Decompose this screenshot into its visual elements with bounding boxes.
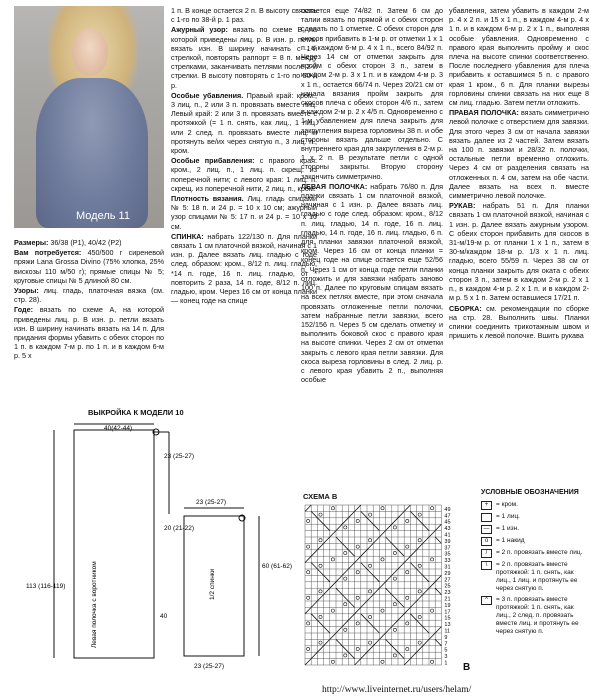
pattern-sleeve-top-label: 23 (25-27)	[196, 499, 226, 506]
model-photo	[14, 6, 164, 228]
pattern-sleeve-h-label: 60 (61-62)	[262, 563, 292, 570]
schema-stitch-mark	[317, 518, 323, 524]
pattern-h20-label: 20 (21-22)	[164, 525, 194, 532]
legend-text: = 1 изн.	[496, 525, 520, 532]
legend-symbol-icon	[481, 513, 492, 522]
legend-symbol-icon: /	[481, 549, 492, 558]
pattern-bottom-label: 23 (25-27)	[194, 663, 224, 670]
legend-item	[481, 501, 589, 510]
schema-stitch-mark	[373, 627, 379, 633]
schema-stitch-mark	[367, 646, 373, 652]
schema-stitch-mark	[392, 543, 398, 549]
schema-row-number: 43	[444, 526, 451, 533]
schema-stitch-mark	[311, 601, 317, 607]
pattern-top-label: 40(42-44)	[104, 425, 133, 432]
pattern-h40-label: 40	[160, 613, 168, 620]
schema-stitch-mark	[317, 543, 323, 549]
schema-yarnover-mark	[431, 660, 434, 663]
schema-row-number: 33	[444, 558, 451, 565]
schema-yarnover-mark	[331, 507, 334, 510]
schema-stitch-mark	[398, 563, 404, 569]
schema-yarnover-mark	[307, 571, 310, 574]
pattern-h113-label: 113 (116-119)	[26, 583, 66, 590]
schema-stitch-mark	[435, 524, 441, 530]
schema-stitch-mark	[367, 518, 373, 524]
schema-stitch-mark	[429, 582, 435, 588]
legend-text: = кром.	[496, 501, 518, 508]
schema-stitch-mark	[317, 569, 323, 575]
legend-text: = 1 накид	[496, 537, 525, 544]
legend-items	[481, 501, 589, 636]
schema-yarnover-mark	[319, 641, 322, 644]
schema-stitch-mark	[392, 595, 398, 601]
schema-row-number: 17	[444, 609, 451, 616]
pattern-h23-label: 23 (25-27)	[164, 453, 194, 460]
schema-stitch-mark	[423, 639, 429, 645]
schema-stitch-mark	[324, 575, 330, 581]
schema-yarnover-mark	[319, 513, 322, 516]
legend-text: = 3 п. провязать вместе протяжкой: 1 п. снять, как лиц., 2 след. п. провязать вместе лиц. и протянуть ее через снятую п.	[496, 596, 579, 635]
schema-stitch-mark	[311, 550, 317, 556]
schema-stitch-mark	[305, 556, 311, 562]
schema-yarnover-mark	[344, 526, 347, 529]
schema-stitch-mark	[423, 524, 429, 530]
schema-stitch-mark	[386, 524, 392, 530]
schema-stitch-mark	[398, 511, 404, 517]
schema-yarnover-mark	[319, 615, 322, 618]
schema-stitch-mark	[324, 537, 330, 543]
schema-stitch-mark	[361, 601, 367, 607]
schema-row-number: 47	[444, 513, 451, 520]
schema-yarnover-mark	[381, 609, 384, 612]
legend-symbol-icon: o	[481, 537, 492, 546]
schema-yarnover-mark	[344, 628, 347, 631]
schema-yarnover-mark	[406, 622, 409, 625]
schema-yarnover-mark	[356, 647, 359, 650]
schema-yarnover-mark	[406, 519, 409, 522]
schema-row-number: 3	[444, 654, 448, 661]
schema-stitch-mark	[342, 518, 348, 524]
schema-stitch-mark	[336, 524, 342, 530]
schema-stitch-mark	[404, 659, 410, 665]
legend-item	[481, 525, 589, 534]
schema-yarnover-mark	[381, 558, 384, 561]
schema-row-number: 23	[444, 590, 451, 597]
schema-yarnover-mark	[307, 622, 310, 625]
schema-stitch-mark	[342, 569, 348, 575]
schema-yarnover-mark	[393, 654, 396, 657]
schema-row-number: 45	[444, 519, 451, 526]
schema-row-number: 41	[444, 532, 451, 539]
text-column-1: Размеры: 36/38 (P1), 40/42 (P2) Вам потребуется: 450/500 г сиреневой пряжи Lana Grossa Divino (75% хлопка, 25% вискозы 110 м/50 г); прямые спицы № 5; круговые спицы № 5 длиной 80 см. Узоры: лиц. гладь, платочная вязка (см. стр. 28). Годе: вязать по схеме А, на которой приведены лиц. р. В изн. р. петли вязать изн. В ширину начинать вязать на 14 п. Для придания формы убавить с обеих сторон по 1 п. в каждом 7-м р. по 1 п. и в каждом 6-м р. 5 х	[14, 238, 165, 361]
schema-stitch-mark	[305, 505, 311, 511]
schema-stitch-mark	[417, 518, 423, 524]
schema-yarnover-mark	[307, 647, 310, 650]
schema-yarnover-mark	[331, 660, 334, 663]
schema-stitch-mark	[355, 556, 361, 562]
schema-stitch-mark	[355, 659, 361, 665]
schema-stitch-mark	[386, 639, 392, 645]
schema-stitch-mark	[404, 607, 410, 613]
schema-yarnover-mark	[331, 558, 334, 561]
schema-stitch-mark	[386, 575, 392, 581]
schema-row-number: 25	[444, 583, 451, 590]
schema-yarnover-mark	[418, 590, 421, 593]
schema-stitch-mark	[361, 614, 367, 620]
source-url[interactable]: http://www.liveinternet.ru/users/helam/	[322, 685, 472, 695]
schema-b-chart	[303, 503, 473, 673]
schema-letter: B	[463, 662, 471, 673]
schema-yarnover-mark	[431, 558, 434, 561]
schema-stitch-mark	[311, 652, 317, 658]
schema-stitch-mark	[348, 614, 354, 620]
schema-yarnover-mark	[393, 526, 396, 529]
schema-stitch-mark	[379, 633, 385, 639]
schema-stitch-mark	[392, 646, 398, 652]
schema-yarnover-mark	[406, 571, 409, 574]
schema-yarnover-mark	[418, 641, 421, 644]
schema-row-number: 19	[444, 602, 451, 609]
schema-yarnover-mark	[356, 571, 359, 574]
schema-stitch-mark	[355, 505, 361, 511]
schema-stitch-mark	[348, 563, 354, 569]
schema-stitch-mark	[392, 620, 398, 626]
photo-face	[72, 28, 108, 76]
schema-stitch-mark	[311, 563, 317, 569]
schema-stitch-mark	[398, 614, 404, 620]
schema-stitch-mark	[330, 582, 336, 588]
schema-row-number: 15	[444, 615, 451, 622]
legend-symbol-icon: —	[481, 525, 492, 534]
schema-stitch-mark	[324, 639, 330, 645]
legend-item	[481, 537, 589, 546]
schema-stitch-mark	[435, 537, 441, 543]
legend-item	[481, 513, 589, 522]
schema-yarnover-mark	[369, 513, 372, 516]
schema-yarnover-mark	[369, 641, 372, 644]
pattern-left-panel-label: Левая полочка с воротником	[91, 561, 98, 648]
schema-yarnover-mark	[406, 647, 409, 650]
schema-yarnover-mark	[418, 539, 421, 542]
schema-stitch-mark	[367, 569, 373, 575]
schema-stitch-mark	[336, 639, 342, 645]
schema-stitch-mark	[423, 575, 429, 581]
legend-symbol-icon: \	[481, 561, 492, 570]
schema-stitch-mark	[367, 620, 373, 626]
schema-yarnover-mark	[418, 615, 421, 618]
schema-yarnover-mark	[393, 628, 396, 631]
text-column-4: убавления, затем убавить в каждом 2-м р. 4 х 2 п. и 15 х 1 п., в каждом 4-м р. 4 х 1 п. и в каждом 6-м р. 2 х 1 п., выполняя особые убавления. Одновременно с правого края выполнить пройму и скос плеча на высоте спинки соответственно. После последнего убавления для плеча прибавить к оставшимся 5 п. с правого края 1 кром., 6 п. Для планки вырезы горловины спинки связать на них еще 8 см лиц. гладью. Затем петли отложить. ПРАВАЯ ПОЛОЧКА: вязать симметрично левой полочке с отверстием для завязки. Для этого через 3 см от начала завязки вязать далее из 2 частей. Затем вязать на 100 п. завязки и 28/32 п. полочки, остальные петли временно отложить. Через 4 см от разделения связать на отложенных п. 4 см, затем на обе части. Далее вязать на всех п. вместе симметрично левой полочке. РУКАВ: набрать 51 п. Для планки связать 1 см платочной вязкой, начиная с 1 изн. р. Далее вязать ажурным узором. С обеих сторон прибавить для скосов в 31-м/19-м р. от планки 1 х 1 п., затем в 30-м/каждом 18-м р. 1/3 х 1 п. лиц. гладью, всего 55/59 п. Через 38 см от конца планки закрыть для оката с обеих сторон 3 п., затем в каждом 2-м р. 2 х 1 п., в каждом 4-м р. 2 х 1 п. и в каждом 2-м р. 5 х 1 п. Затем оставшиеся 17/21 п. СБОРКА: см. рекомендации по сборке на стр. 28. Выполнить швы. Планки спинки соединить трикотажным швом и пришить к левой полочке. Вшить рукава	[449, 6, 590, 341]
schema-stitch-mark	[404, 505, 410, 511]
schema-row-number: 5	[444, 647, 448, 654]
text-column-3: остается еще 74/82 п. Затем 6 см до талии вязать по прямой и с обеих сторон сделать по 1 отметке. С обеих сторон для скосов прибавить в 1-м р. от отметки 1 х 1 п., в каждом 6-м р. 4 х 1 п., всего 84/92 п. Через 14 см от отметки закрыть для пройм с обеих сторон 3 п., затем в каждом 2-м р. 3 х 1 п. и в каждом 4-м р. 3 х 1 п., остается 66/74 п. Через 20/21 см от начала вязания пройм закрыть для скосов плеча с обеих сторон 4/6 п., затем в каждом 2-м р. 2 х 4/5 п. Одновременно с 1-м убавлением для плеча закрыть для закругления выреза горловины 38 п. и обе стороны вязать дальше отдельно. С внутреннего края для закругления в 2-м р. 1 х 2 п. В результате петли с одной стороны закрыты. Вторую сторону закончить симметрично. ЛЕВАЯ ПОЛОЧКА: набрать 76/80 п. Для планки связать 1 см платочной вязкой, начиная с 1 изн. р. Далее вязать лиц. гладью с годе след. образом: кром., 8/12 п. лиц. гладью, 14 п. годе, 16 п. лиц. гладью, 14 п. годе, 16 п. лиц. гладью, 6 п. для планки завязки платочной вязкой, кром. Через 16 см от конца планки = конец годе на спице остается еще 52/56 п. Через 1 см от конца годе петли планки отложить и для завязки набрать заново 100 п. Далее по круговым спицам вязать на всех петлях вместе, при этом сначала провязать отложенные петли полочки, затем набранные петли завязки, всего 152/156 п. Через 5 см сделать отметку и выполнить боковой скос с правого края на высоте спинки. Через 2 см от отметки закрыть с левого края петли завязки. Для скоса выреза горловины в след. 2 лиц. р. с левого края убавить 2 п., выполняя особые	[301, 6, 443, 385]
schema-stitch-mark	[355, 607, 361, 613]
schema-stitch-mark	[410, 511, 416, 517]
schema-yarnover-mark	[319, 539, 322, 542]
schema-stitch-mark	[305, 607, 311, 613]
schema-stitch-mark	[386, 588, 392, 594]
schema-stitch-mark	[417, 620, 423, 626]
schema-stitch-mark	[417, 595, 423, 601]
schema-yarnover-mark	[431, 609, 434, 612]
schema-stitch-mark	[324, 524, 330, 530]
schema-yarnover-mark	[307, 519, 310, 522]
schema-yarnover-mark	[393, 577, 396, 580]
schema-yarnover-mark	[307, 596, 310, 599]
schema-stitch-mark	[429, 531, 435, 537]
pattern-diagram	[14, 418, 294, 670]
schema-stitch-mark	[317, 620, 323, 626]
schema-stitch-mark	[311, 614, 317, 620]
schema-yarnover-mark	[369, 590, 372, 593]
schema-stitch-mark	[373, 537, 379, 543]
schema-row-number: 11	[444, 628, 451, 635]
schema-row-number: 37	[444, 545, 451, 552]
schema-yarnover-mark	[431, 507, 434, 510]
schema-stitch-mark	[379, 531, 385, 537]
schema-stitch-mark	[410, 563, 416, 569]
schema-stitch-mark	[423, 627, 429, 633]
schema-yarnover-mark	[393, 603, 396, 606]
schema-yarnover-mark	[393, 551, 396, 554]
schema-stitch-mark	[435, 627, 441, 633]
schema-row-number: 13	[444, 622, 451, 629]
schema-yarnover-mark	[344, 654, 347, 657]
schema-stitch-mark	[404, 556, 410, 562]
schema-stitch-mark	[317, 646, 323, 652]
legend-symbol-icon: ^	[481, 596, 492, 605]
schema-stitch-mark	[379, 582, 385, 588]
schema-stitch-mark	[336, 537, 342, 543]
schema-stitch-mark	[410, 652, 416, 658]
schema-stitch-mark	[410, 601, 416, 607]
schema-yarnover-mark	[344, 603, 347, 606]
schema-stitch-mark	[435, 639, 441, 645]
schema-yarnover-mark	[369, 539, 372, 542]
schema-stitch-mark	[367, 543, 373, 549]
schema-stitch-mark	[324, 627, 330, 633]
schema-yarnover-mark	[319, 564, 322, 567]
schema-stitch-mark	[324, 588, 330, 594]
schema-stitch-mark	[398, 601, 404, 607]
schema-yarnover-mark	[369, 615, 372, 618]
schema-row-number: 27	[444, 577, 451, 584]
schema-stitch-mark	[342, 620, 348, 626]
schema-stitch-mark	[410, 614, 416, 620]
schema-stitch-mark	[348, 511, 354, 517]
schema-yarnover-mark	[418, 564, 421, 567]
schema-stitch-mark	[392, 569, 398, 575]
schema-stitch-mark	[330, 531, 336, 537]
schema-stitch-mark	[361, 563, 367, 569]
schema-yarnover-mark	[356, 545, 359, 548]
schema-stitch-mark	[398, 550, 404, 556]
schema-stitch-mark	[373, 575, 379, 581]
schema-row-number: 31	[444, 564, 451, 571]
schema-stitch-mark	[386, 627, 392, 633]
schema-stitch-mark	[348, 601, 354, 607]
schema-yarnover-mark	[344, 577, 347, 580]
schema-yarnover-mark	[307, 545, 310, 548]
pattern-half-label: 1/2 спинки	[209, 568, 216, 600]
schema-stitch-mark	[361, 511, 367, 517]
legend-text: = 2 п. провязать вместе лиц.	[496, 549, 583, 556]
schema-stitch-mark	[342, 646, 348, 652]
schema-title: СХЕМА В	[303, 492, 338, 501]
schema-stitch-mark	[373, 639, 379, 645]
schema-yarnover-mark	[406, 596, 409, 599]
schema-row-number: 49	[444, 506, 451, 513]
schema-row-number: 21	[444, 596, 451, 603]
schema-stitch-mark	[417, 646, 423, 652]
legend-symbol-icon: +	[481, 501, 492, 510]
schema-stitch-mark	[361, 652, 367, 658]
schema-stitch-mark	[336, 627, 342, 633]
schema-stitch-mark	[392, 518, 398, 524]
legend-item	[481, 549, 589, 558]
schema-stitch-mark	[429, 633, 435, 639]
schema-yarnover-mark	[406, 545, 409, 548]
schema-stitch-mark	[348, 652, 354, 658]
schema-stitch-mark	[330, 633, 336, 639]
photo-sweater	[36, 78, 148, 228]
schema-yarnover-mark	[356, 596, 359, 599]
schema-row-number: 7	[444, 641, 448, 648]
schema-yarnover-mark	[369, 564, 372, 567]
pattern-left-panel	[74, 430, 154, 658]
schema-stitch-mark	[398, 652, 404, 658]
schema-yarnover-mark	[356, 519, 359, 522]
schema-stitch-mark	[342, 543, 348, 549]
text-column-2: 1 п. В конце остается 2 п. В высоту связать с 1-го по 38-й р. 1 раз. Ажурный узор: вязать по схеме В, на которой приведены лиц. р. В изн. р. петли вязать изн. В ширину начинать с 1-й стрелкой, повторять раппорт = 8 п. между стрелками, заканчивать петлями после 2-й стрелки. В высоту повторять с 1-го по 50-й р. Особые убавления. Правый край: кром., 3 лиц. п., 2 или 3 п. провязать вместе лиц. Левый край: 2 или 3 п. провязать вместе с протяжкой (= 1 п. снять, как лиц., 1 лиц. или 2 след. п. провязать вместе лиц. и протянуть ве/их через снятую п., 3 лиц. п., кром. Особые прибавления: с правого края: кром., 2 лиц. п., 1 лиц. п. скрещ. из поперечной нити; с левого края: 1 лиц. п. скрещ. из поперечной нити, 2 лиц. п., кром. Плотность вязания. Лиц. гладь спицами № 5: 18 п. и 24 р. = 10 x 10 см; ажурный узор спицами № 5: 17 п. и 24 р. = 10 x 10 см. СПИНКА: набрать 122/130 п. Для планки связать 1 см платочной вязкой, начиная с 1 изн. р. Далее вязать лиц. гладью с годе след. образом: кром., 8/12 п. лиц. гладью, *14 п. годе, 16 п. лиц. гладью, от * повторить 2 раза, 14 п. годе, 8/12 п. лиц. гладью, кром. Через 16 см от конца планки — конец годе на спице	[171, 6, 318, 306]
schema-stitch-mark	[423, 588, 429, 594]
legend-item	[481, 596, 589, 636]
schema-yarnover-mark	[344, 551, 347, 554]
schema-stitch-mark	[348, 550, 354, 556]
legend-item	[481, 561, 589, 593]
schema-stitch-mark	[311, 511, 317, 517]
pattern-title: ВЫКРОЙКА К МОДЕЛИ 10	[88, 408, 184, 417]
schema-stitch-mark	[435, 588, 441, 594]
schema-stitch-mark	[317, 595, 323, 601]
schema-stitch-mark	[386, 537, 392, 543]
schema-stitch-mark	[336, 575, 342, 581]
schema-yarnover-mark	[381, 507, 384, 510]
schema-stitch-mark	[367, 595, 373, 601]
schema-row-number: 29	[444, 570, 451, 577]
schema-row-number: 39	[444, 538, 451, 545]
schema-row-number: 9	[444, 634, 448, 641]
legend-text: = 1 лиц.	[496, 513, 520, 520]
schema-stitch-mark	[336, 588, 342, 594]
schema-yarnover-mark	[319, 590, 322, 593]
schema-stitch-mark	[423, 537, 429, 543]
schema-stitch-mark	[373, 588, 379, 594]
schema-stitch-mark	[417, 569, 423, 575]
photo-caption: Модель 11	[76, 210, 130, 222]
schema-stitch-mark	[361, 550, 367, 556]
schema-yarnover-mark	[356, 622, 359, 625]
schema-stitch-mark	[435, 575, 441, 581]
schema-stitch-mark	[373, 524, 379, 530]
legend-text: = 2 п. провязать вместе протяжкой: 1 п. снять, как лиц., 1 лиц. и протянуть ее через снятую п.	[496, 561, 578, 592]
schema-yarnover-mark	[331, 609, 334, 612]
schema-stitch-mark	[305, 659, 311, 665]
legend-title: УСЛОВНЫЕ ОБОЗНАЧЕНИЯ	[481, 489, 579, 496]
schema-row-number: 35	[444, 551, 451, 558]
schema-row-number: 1	[444, 660, 448, 667]
legend	[481, 489, 589, 639]
schema-yarnover-mark	[381, 660, 384, 663]
schema-stitch-mark	[342, 595, 348, 601]
schema-yarnover-mark	[418, 513, 421, 516]
schema-stitch-mark	[417, 543, 423, 549]
schema-stitch-mark	[410, 550, 416, 556]
